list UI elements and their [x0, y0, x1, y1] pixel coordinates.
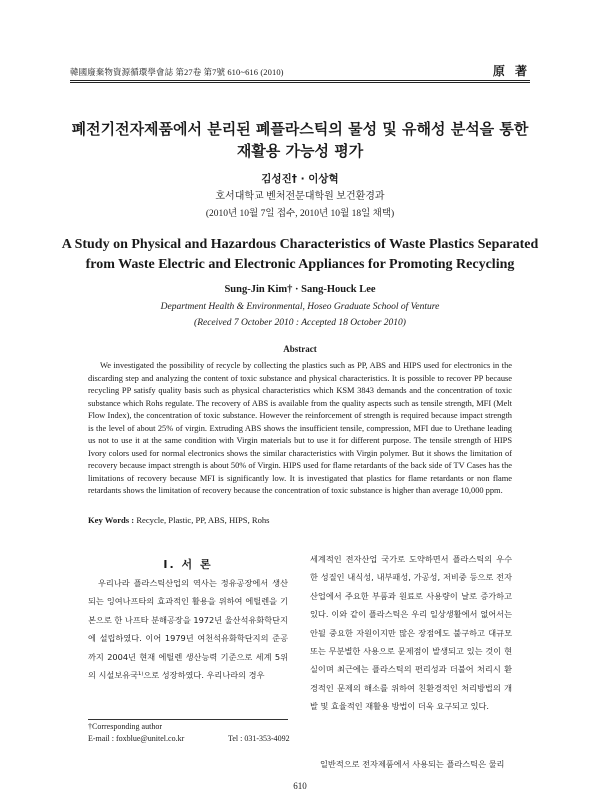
abstract-text: We investigated the possibility of recycle by collecting the plastics such as PP, ABS and HIPS used for electronics in the discarding step and analyzing the content of toxic substance and physical characteristics. It is possible to recover PP because recycling PP satisfy quality basis such as physical characteristics which KSM 3843 demands and the concentration of toxic substance which Rohs regulate. The recovery of ABS is available from the quality aspects such as tensile strength, MFI (Melt Flow Index), the concentration of toxic substance. However the reinforcement of strength is required because impact strength is the level of about 25% of virgin. Extruding ABS shows the insufficient tensile, compression, MFI due to Urethane leading us not to use it at the same condition with Virgin materials but to use it for different purpose. The tensile strength of HIPS Ivory colors used for normal electronics shows the similar characteristics with Virgin polymer. But it shows the limitation of recovery because impact strength is about 50% of Virgin. HIPS used for flame retardants of the back side of TV Cases has the limitations of recovery because MFI is significantly low. It is investigated that plastics for flame retardants or non flame retardants shows the limitation of recovery because the concentration of toxic substance is higher than average 10,000 ppm. — [88, 361, 512, 495]
body-column-right: 세계적인 전자산업 국가로 도약하면서 플라스틱의 우수한 성질인 내식성, 내부패성, 가공성, 저비중 등으로 전자산업에서 주요한 부품과 원료로 사용량이 날로 증가하고 있다. 이와 같이 플라스틱은 우리 일상생활에서 없어서는 안될 중요한 자원이지만 많은 장점에도 불구하고 대규모 또는 무분별한 사용으로 문제점이 발생되고 있는 것이 현실이며 최근에는 플라스틱의 편리성과 더불어 처리시 환경적인 문제의 해소를 위하여 친환경적인 처리방법의 개발 및 효율적인 재활용 방법이 더욱 요구되고 있다. — [310, 554, 512, 712]
abstract-heading: Abstract — [283, 344, 317, 354]
english-dates: (Received 7 October 2010 : Accepted 18 October 2010) — [194, 318, 406, 328]
page-number: 610 — [293, 781, 307, 791]
body-column-right-para-2: 일반적으로 전자제품에서 사용되는 플라스틱은 물리 — [320, 759, 505, 769]
korean-affiliation: 호서대학교 벤처전문대학원 보건환경과 — [215, 191, 385, 202]
body-column-left: 우리나라 플라스틱산업의 역사는 정유공장에서 생산되는 잉여나프타의 효과적인 활용을 위하여 에틸렌을 기본으로 한 나프타 분해공장을 1972년 울산석유화학단지에 설립하였다. 이어 1979년 여천석유화학단지의 준공까지 2004년 현재 에틸렌 생산능력 기준으로 세계 5위의 시설보유국¹⁾으로 성장하였다. 우리나라의 경우 — [88, 578, 288, 681]
english-affiliation: Department Health & Environmental, Hoseo Graduate School of Venture — [160, 302, 440, 312]
keywords-label: Key Words : — [88, 515, 135, 525]
footnote-tel: Tel : 031-353-4092 — [228, 734, 290, 743]
korean-title — [60, 118, 540, 162]
korean-title-line-2: 재활용 가능성 평가 — [236, 142, 364, 160]
footnote-email: E-mail : foxblue@unitel.co.kr — [88, 734, 185, 743]
english-title — [60, 235, 540, 275]
journal-running-head: 韓國廢棄物資源循環學會誌 第27卷 第7號 610~616 (2010) — [70, 67, 284, 77]
header-rule-bottom — [70, 82, 530, 83]
section-title-introduction: I. 서 론 — [163, 558, 213, 571]
keywords — [88, 515, 512, 525]
header-rule-top — [70, 80, 530, 81]
english-title-line-2: from Waste Electric and Electronic Appliances for Promoting Recycling — [85, 257, 515, 272]
english-title-line-1: A Study on Physical and Hazardous Characteristics of Waste Plastics Separated — [61, 237, 539, 252]
korean-authors: 김성진† · 이상혁 — [261, 173, 339, 185]
article-type-label: 原 著 — [492, 64, 530, 78]
korean-title-line-1: 폐전기전자제품에서 분리된 폐플라스틱의 물성 및 유해성 분석을 통한 — [71, 120, 529, 138]
korean-dates: (2010년 10월 7일 접수, 2010년 10월 18일 채택) — [205, 209, 395, 219]
footnote-corresponding: †Corresponding author — [88, 722, 162, 731]
english-authors: Sung-Jin Kim† · Sang-Houck Lee — [224, 284, 376, 295]
keywords-value: Recycle, Plastic, PP, ABS, HIPS, Rohs — [136, 515, 270, 525]
footnote-rule — [88, 719, 288, 720]
